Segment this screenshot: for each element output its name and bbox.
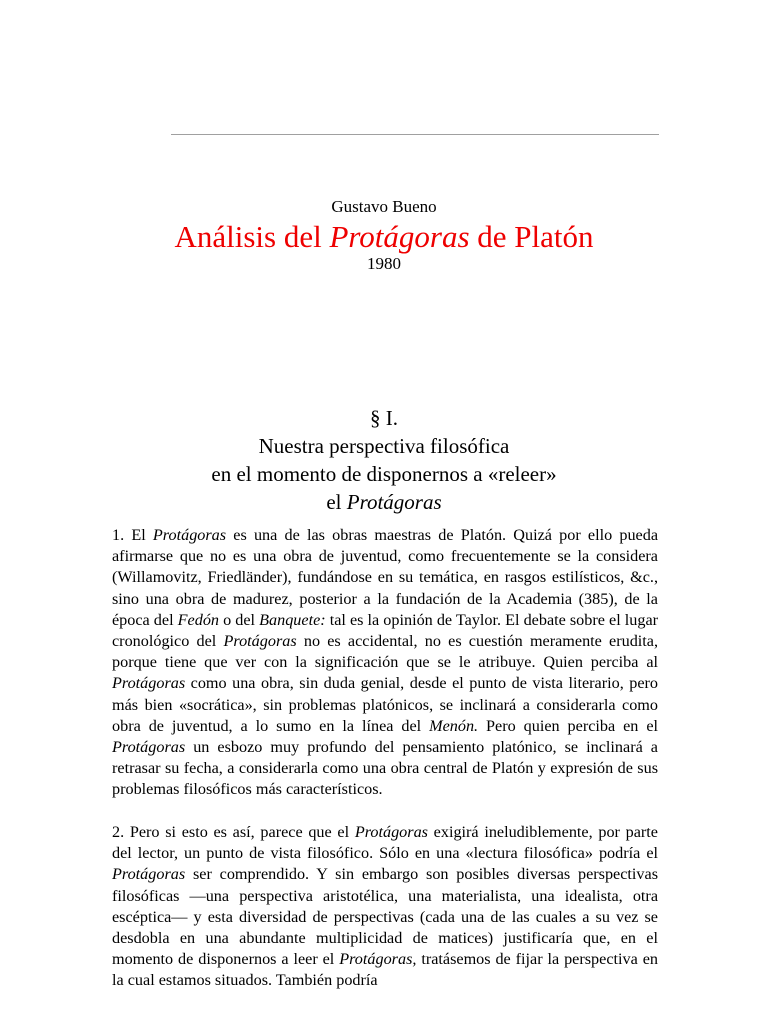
author-name: Gustavo Bueno: [331, 197, 437, 216]
text-run: 2. Pero si esto es así, parece que el: [112, 823, 350, 841]
text-run: Pero quien perciba en el: [486, 716, 658, 735]
italic-run: Protágoras: [112, 738, 186, 757]
italic-run: Menón.: [429, 716, 479, 735]
text-run: un esbozo muy profundo del pensamiento platónico, se inclinará a retrasar su fecha, a considerarla como una obra central de Platón y expresión de sus problemas filosóficos más característicos.: [112, 738, 658, 799]
italic-run: Protágoras: [112, 865, 186, 884]
text-run: 1. El: [112, 526, 146, 544]
horizontal-rule: [171, 134, 659, 135]
text-run: o del: [223, 610, 256, 629]
text-run: tal es la opinión de Taylor. El debate sobre el lugar cronológico del: [112, 610, 659, 651]
title-part1: Análisis del: [174, 219, 322, 254]
text-run: exigirá ineludiblemente, por parte del lector, un punto de vista filosófico. Sólo en una «lectura filosófica» podría el: [112, 823, 658, 863]
paragraph-2: [112, 822, 658, 992]
text-run: es una de las obras maestras de Platón. Quizá por ello pueda afirmarse que no es una obra de juventud, como frecuentemente se la considera (Willamovitz, Friedländer), fundándose en su temática, en rasgos estilísticos, &c., sino una obra de madurez, posterior a la fundación de la Academia (385), de la época del: [112, 526, 659, 629]
text-run: como una obra, sin duda genial, desde el punto de vista literario, pero más bien «socrática», sin problemas platónicos, se inclinará a considerarla como obra de juventud, a lo sumo en la línea del: [112, 674, 658, 735]
italic-run: Protágoras: [112, 674, 186, 693]
section-title-italic: Protágoras: [346, 490, 442, 514]
italic-run: Protágoras: [354, 823, 428, 841]
italic-run: Protágoras: [152, 526, 227, 544]
italic-run: Banquete:: [259, 610, 326, 629]
title-part2: de Platón: [477, 219, 594, 254]
publication-year: 1980: [367, 254, 401, 273]
text-run: no es accidental, no es cuestión meramente erudita, porque tiene que ver con la significación que se le atribuye. Quien perciba al: [112, 632, 659, 672]
italic-run: Protágoras: [223, 632, 297, 651]
section-title-prefix: el: [326, 490, 342, 514]
italic-run: Fedón: [177, 610, 220, 629]
section-title-line3: [0, 488, 768, 516]
text-run: ser comprendido. Y sin embargo son posibles diversas perspectivas filosóficas —una perspectiva aristotélica, una materialista, una idealista, otra escéptica— y esta diversidad de perspectivas (cada una de las cuales a su vez se desdobla en una abundante multiplicidad de matices) justificaría que, en el momento de disponernos a leer el: [112, 865, 659, 969]
text-run: tratásemos de fijar la perspectiva en la cual estamos situados. También podría: [112, 950, 658, 990]
document-title: [0, 219, 768, 255]
italic-run: Protágoras,: [339, 950, 417, 969]
section-title-line1: Nuestra perspectiva filosófica: [258, 434, 510, 458]
section-number: § I.: [370, 406, 398, 430]
paragraph-1: [112, 525, 658, 801]
title-italic: Protágoras: [329, 219, 470, 254]
section-title-line2: en el momento de disponernos a «releer»: [211, 462, 557, 486]
section-heading: [0, 404, 768, 516]
